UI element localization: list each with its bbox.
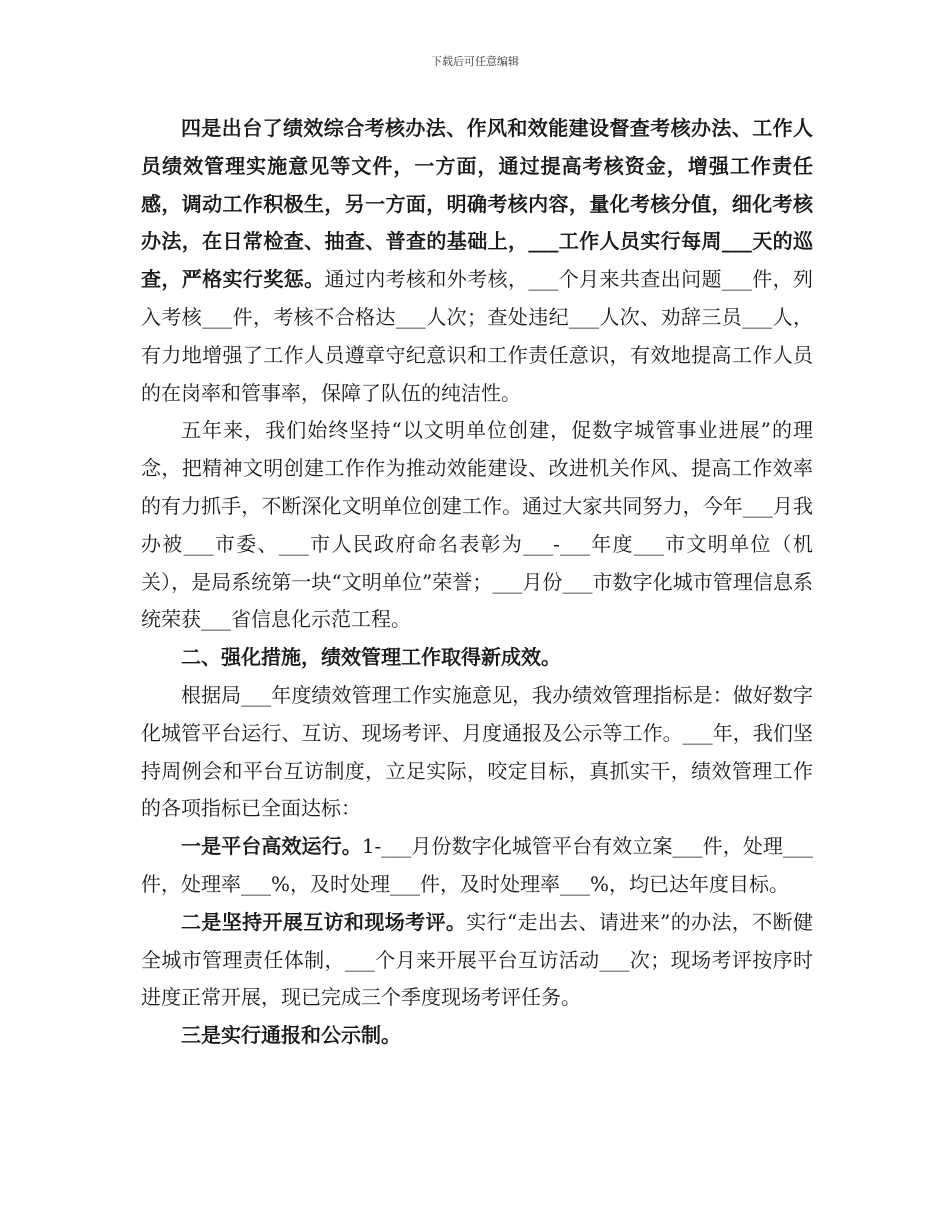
paragraph-bold-text: 四是出台了绩效综合考核办法、作风和效能建设督查考核办法、工作人员绩效管理实施意见等文件，一方面，通过提高考核资金，增强工作责任感，调动工作积极生，另一方面，明确考核内容，量化考核分值，细化考核办法，在日常检查、抽查、普查的基础上，___工作人员实行每周___天的巡查，严格实行奖惩。 (141, 116, 813, 292)
paragraph-performance-indicators (141, 677, 813, 828)
paragraph-civilization-unit (141, 412, 813, 639)
page-header: 下载后可任意编辑 (431, 55, 519, 68)
document-body (141, 110, 813, 1055)
paragraph-mutual-visits (141, 904, 813, 1017)
paragraph-bold-text: 二是坚持开展互访和现场考评。 (181, 909, 467, 934)
paragraph-platform-operation (141, 828, 813, 904)
paragraph-bold-text: 二、强化措施，绩效管理工作取得新成效。 (181, 645, 561, 670)
paragraph-assessment-measures (141, 110, 813, 412)
section-heading-performance (141, 639, 813, 677)
paragraph-text: 通过内考核和外考核，___个月来共查出问题___件，列入考核___件，考核不合格达___人次；查处违纪___人次、劝辞三员___人，有力地增强了工作人员遵章守纪意识和工作责任意识，有效地提高工作人员的在岗率和管事率，保障了队伍的纯洁性。 (141, 267, 814, 405)
paragraph-text: 根据局___年度绩效管理工作实施意见，我办绩效管理指标是：做好数字化城管平台运行、互访、现场考评、月度通报及公示等工作。___年，我们坚持周例会和平台互访制度，立足实际，咬定目标，真抓实干，绩效管理工作的各项指标已全面达标： (141, 682, 813, 821)
paragraph-bold-text: 三是实行通报和公示制。 (181, 1023, 401, 1048)
paragraph-text: 1-___月份数字化城管平台有效立案___件，处理___件，处理率___%，及时处理___件，及时处理率___%，均已达年度目标。 (141, 834, 814, 896)
paragraph-text: 五年来，我们始终坚持“以文明单位创建，促数字城管事业进展”的理念，把精神文明创建工作作为推动效能建设、改进机关作风、提高工作效率的有力抓手，不断深化文明单位创建工作。通过大家共同努力，今年___月我办被___市委、___市人民政府命名表彰为___-___年度___市文明单位（机关），是局系统第一块“文明单位”荣誉；___月份___市数字化城市管理信息系统荣获___省信息化示范工程。 (141, 418, 813, 632)
paragraph-bold-text: 一是平台高效运行。 (181, 834, 362, 859)
paragraph-text: 实行“走出去、请进来”的办法，不断健全城市管理责任体制，___个月来开展平台互访活动___次；现场考评按序时进度正常开展，现已完成三个季度现场考评任务。 (141, 909, 814, 1010)
paragraph-notification-system (141, 1017, 813, 1055)
